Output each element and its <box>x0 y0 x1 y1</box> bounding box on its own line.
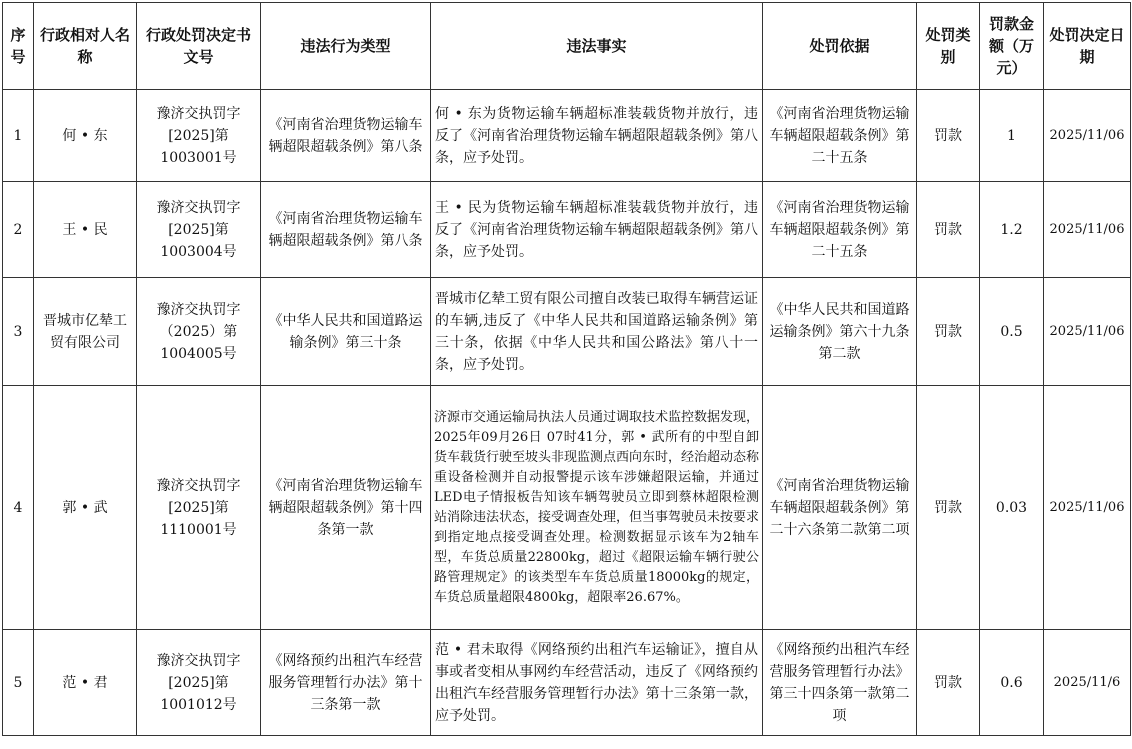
table-row <box>3 386 1131 630</box>
cell-facts: 范 • 君未取得《网络预约出租汽车运输证》，擅自从事或者变相从事网约车经营活动，违反了《网络预约出租汽车经营服务管理暂行办法》第十三条第一款，应予处罚。 <box>431 630 763 736</box>
table-row <box>3 278 1131 386</box>
cell-facts: 晋城市亿辇工贸有限公司擅自改装已取得车辆营运证的车辆,违反了《中华人民共和国道路运输条例》第三十条，依据《中华人民共和国公路法》第八十一条，应予处罚。 <box>431 278 763 386</box>
cell-facts: 济源市交通运输局执法人员通过调取技术监控数据发现，2025年09月26日 07时41分，郭 • 武所有的中型自卸货车载货行驶至坡头非现监测点西向东时，经治超动态称重设备检测并自动报警提示该车涉嫌超限运输，并通过LED电子情报板告知该车辆驾驶员立即到蔡林超限检测站消除违法状态，接受调查处理，但当事驾驶员未按要求到指定地点接受调查处理。检测数据显示该车为2轴车型，车货总质量22800kg，超过《超限运输车辆行驶公路管理规定》的该类型车车货总质量18000kg的规定，车货总质量超限4800kg，超限率26.67%。 <box>431 386 763 630</box>
header-row <box>3 3 1131 90</box>
table-row <box>3 182 1131 278</box>
cell-violation-type: 《网络预约出租汽车经营服务管理暂行办法》第十三条第一款 <box>261 630 431 736</box>
cell-date: 2025/11/06 <box>1044 386 1131 630</box>
header-facts: 违法事实 <box>431 3 763 90</box>
cell-amount: 0.5 <box>980 278 1044 386</box>
cell-party: 晋城市亿辇工贸有限公司 <box>34 278 137 386</box>
table-row <box>3 90 1131 182</box>
header-amount: 罚款金额（万元） <box>980 3 1044 90</box>
cell-doc-no: 豫济交执罚字[2025]第1110001号 <box>137 386 261 630</box>
cell-doc-no: 豫济交执罚字[2025]第1003004号 <box>137 182 261 278</box>
cell-facts: 何 • 东为货物运输车辆超标准装载货物并放行，违反了《河南省治理货物运输车辆超限超载条例》第八条，应予处罚。 <box>431 90 763 182</box>
header-seq: 序号 <box>3 3 34 90</box>
cell-violation-type: 《河南省治理货物运输车辆超限超载条例》第八条 <box>261 90 431 182</box>
cell-amount: 1.2 <box>980 182 1044 278</box>
cell-doc-no: 豫济交执罚字[2025]第1001012号 <box>137 630 261 736</box>
cell-facts: 王 • 民为货物运输车辆超标准装载货物并放行，违反了《河南省治理货物运输车辆超限超载条例》第八条，应予处罚。 <box>431 182 763 278</box>
cell-seq: 1 <box>3 90 34 182</box>
cell-party: 王 • 民 <box>34 182 137 278</box>
cell-party: 范 • 君 <box>34 630 137 736</box>
cell-amount: 0.03 <box>980 386 1044 630</box>
cell-basis: 《河南省治理货物运输车辆超限超载条例》第二十五条 <box>763 90 917 182</box>
cell-basis: 《网络预约出租汽车经营服务管理暂行办法》第三十四条第一款第二项 <box>763 630 917 736</box>
cell-date: 2025/11/6 <box>1044 630 1131 736</box>
cell-seq: 3 <box>3 278 34 386</box>
cell-party: 郭 • 武 <box>34 386 137 630</box>
cell-category: 罚款 <box>917 90 980 182</box>
cell-category: 罚款 <box>917 386 980 630</box>
cell-seq: 4 <box>3 386 34 630</box>
cell-category: 罚款 <box>917 182 980 278</box>
cell-doc-no: 豫济交执罚字（2025）第1004005号 <box>137 278 261 386</box>
cell-violation-type: 《河南省治理货物运输车辆超限超载条例》第十四条第一款 <box>261 386 431 630</box>
cell-basis: 《中华人民共和国道路运输条例》第六十九条第二款 <box>763 278 917 386</box>
header-violation-type: 违法行为类型 <box>261 3 431 90</box>
cell-date: 2025/11/06 <box>1044 182 1131 278</box>
cell-seq: 2 <box>3 182 34 278</box>
header-category: 处罚类别 <box>917 3 980 90</box>
cell-category: 罚款 <box>917 630 980 736</box>
cell-basis: 《河南省治理货物运输车辆超限超载条例》第二十五条 <box>763 182 917 278</box>
header-party: 行政相对人名称 <box>34 3 137 90</box>
cell-date: 2025/11/06 <box>1044 90 1131 182</box>
cell-party: 何 • 东 <box>34 90 137 182</box>
cell-doc-no: 豫济交执罚字[2025]第1003001号 <box>137 90 261 182</box>
table-row <box>3 630 1131 736</box>
cell-amount: 0.6 <box>980 630 1044 736</box>
penalty-table <box>2 2 1131 736</box>
header-date: 处罚决定日期 <box>1044 3 1131 90</box>
cell-date: 2025/11/06 <box>1044 278 1131 386</box>
cell-violation-type: 《河南省治理货物运输车辆超限超载条例》第八条 <box>261 182 431 278</box>
cell-violation-type: 《中华人民共和国道路运输条例》第三十条 <box>261 278 431 386</box>
cell-category: 罚款 <box>917 278 980 386</box>
cell-amount: 1 <box>980 90 1044 182</box>
cell-basis: 《河南省治理货物运输车辆超限超载条例》第二十六条第二款第二项 <box>763 386 917 630</box>
header-doc-no: 行政处罚决定书文号 <box>137 3 261 90</box>
cell-seq: 5 <box>3 630 34 736</box>
header-basis: 处罚依据 <box>763 3 917 90</box>
